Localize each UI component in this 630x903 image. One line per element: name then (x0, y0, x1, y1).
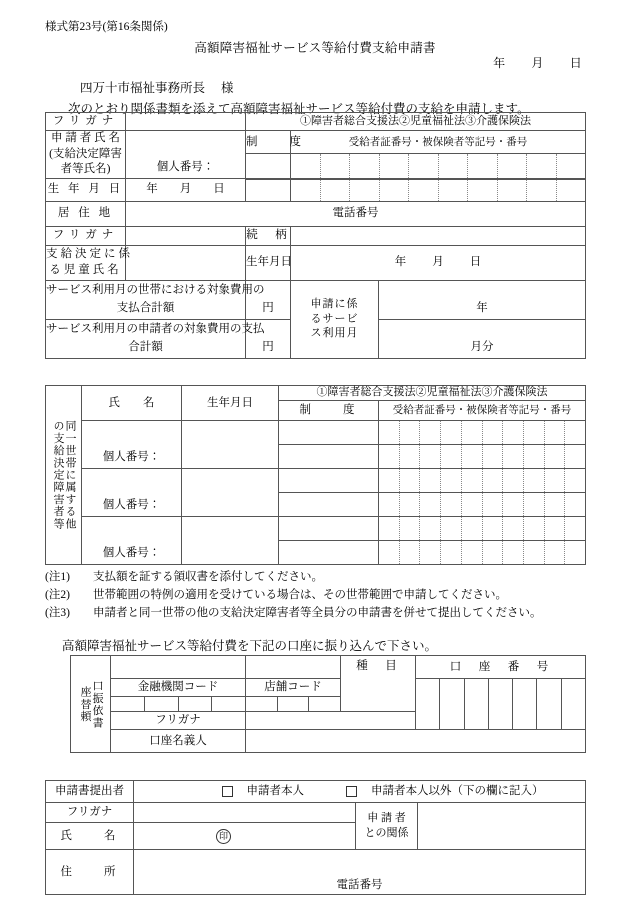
bank-transfer-lead: 高額障害福祉サービス等給付費を下記の口座に振り込んで下さい。 (62, 639, 438, 653)
member-2-cert-cell-2[interactable] (379, 492, 586, 516)
submitter-address-input[interactable] (134, 850, 586, 895)
service-month-label (291, 280, 379, 358)
applicant-table (45, 112, 586, 359)
table-row (46, 201, 586, 226)
bank-vertical-label-left: 座替頼 (79, 685, 91, 723)
relation-to-applicant-input[interactable] (418, 803, 586, 850)
bank-code-input[interactable] (111, 697, 246, 712)
child-birth-year-label: 年 (394, 256, 407, 269)
addressee-name: 四万十市福祉事務所長 (80, 81, 206, 95)
child-furigana-input[interactable] (126, 226, 246, 245)
member-3-birth-input[interactable] (182, 516, 279, 564)
birth-month-label: 月 (179, 183, 192, 196)
bank-name-input[interactable] (111, 656, 246, 679)
member-2-system-cell-1[interactable] (279, 468, 379, 492)
addressee (80, 78, 234, 96)
date-year-label: 年 (493, 56, 506, 70)
household-cost-label-l1: サービス利用月の世帯における対象費用の (46, 284, 265, 297)
residence-input[interactable] (126, 201, 586, 226)
applicant-my-number-label: 個人番号： (156, 161, 215, 174)
table-row (46, 245, 586, 280)
system-column-header: 制 度 (246, 131, 291, 154)
cert-number-segments (379, 469, 585, 492)
option-other-label: 申請者本人以外（下の欄に記入） (371, 785, 544, 798)
notes-list (45, 569, 542, 622)
service-month-suffix: 月分 (470, 341, 494, 354)
member-2-cert-cell-1[interactable] (379, 468, 586, 492)
submitter-address-label: 住 所 (46, 850, 134, 895)
branch-code-label: 店舗コード (246, 679, 341, 697)
service-month-input[interactable] (379, 319, 586, 358)
member-1-system-cell-2[interactable] (279, 444, 379, 468)
yen-unit: 円 (262, 341, 274, 354)
household-vertical-label (46, 386, 82, 565)
account-furigana-input[interactable] (246, 712, 586, 730)
lead-statement: 次のとおり関係書類を添えて高額障害福祉サービス等給付費の支給を申請します。 (68, 102, 530, 116)
member-1-name-input[interactable] (82, 420, 182, 468)
applicant-cost-label-l2: 合計額 (128, 340, 163, 353)
table-row (71, 679, 586, 697)
applicant-cost-label-l1: サービス利用月の申請者の対象費用の支払 (46, 323, 265, 336)
cert-number-cell-3[interactable] (291, 179, 586, 201)
bank-vertical-label (71, 656, 111, 753)
member-3-my-number-label: 個人番号： (102, 547, 161, 560)
phone-label: 電話番号 (332, 207, 379, 220)
submitter-furigana-input[interactable] (134, 803, 356, 823)
table-row (46, 516, 586, 540)
date-day-label: 日 (569, 56, 582, 70)
note-text: 世帯範囲の特例の適用を受けている場合は、その世帯範囲で申請してください。 (93, 588, 507, 601)
member-3-cert-cell-1[interactable] (379, 516, 586, 540)
member-3-system-cell-1[interactable] (279, 516, 379, 540)
option-self-label: 申請者本人 (246, 785, 304, 798)
account-type-label: 種 目 (356, 660, 400, 672)
member-1-cert-cell-2[interactable] (379, 444, 586, 468)
note-text: 支払額を証する領収書を添付してください。 (93, 571, 323, 583)
relation-to-applicant-label (356, 803, 418, 850)
table-row (46, 850, 586, 895)
applicant-name-label-l2: (支給決定障害 (49, 147, 122, 160)
note-label: (注2) (45, 588, 70, 601)
member-2-system-cell-2[interactable] (279, 492, 379, 516)
member-1-cert-cell-1[interactable] (379, 420, 586, 444)
note-label: (注1) (45, 571, 70, 583)
member-2-name-input[interactable] (82, 468, 182, 516)
household-members-table (45, 385, 586, 565)
table-row (46, 420, 586, 444)
member-system-column-header: 制 度 (279, 400, 379, 420)
cert-number-segments (379, 541, 585, 564)
member-cert-number-column-header: 受給者証番号・被保険者等記号・番号 (379, 400, 586, 420)
account-type-cell (341, 656, 416, 712)
cert-number-segments (379, 517, 585, 540)
applicant-cost-label (46, 319, 265, 358)
child-birth-label: 生年月日 (246, 245, 291, 280)
service-year-input[interactable] (379, 280, 586, 319)
applicant-name-input[interactable] (126, 131, 246, 179)
bank-vertical-label-right: 口振依書 (91, 679, 103, 729)
child-birth-day-label: 日 (469, 256, 482, 269)
page-title: 高額障害福祉サービス等給付費支給申請書 (194, 41, 436, 55)
submitter-options (134, 781, 586, 803)
table-row (71, 712, 586, 730)
submitter-name-label: 氏 名 (46, 823, 134, 850)
table-row (46, 131, 586, 154)
submitter-name-input[interactable] (134, 823, 356, 850)
child-name-label-l2: る児童氏名 (49, 263, 122, 276)
applicant-name-label-l1: 申 請 者 氏 名 (51, 132, 120, 144)
service-month-label-l3: ス利用月 (310, 327, 359, 340)
yen-unit: 円 (262, 302, 274, 315)
household-vertical-label-left: の支給決定障害者等 (52, 419, 64, 530)
cert-number-cell-1[interactable] (291, 154, 586, 178)
child-birth-input[interactable] (291, 245, 586, 280)
cert-number-segments (379, 493, 585, 516)
form-number: 様式第23号(第16条関係) (45, 21, 168, 33)
branch-name-input[interactable] (246, 656, 341, 679)
submitter-phone-label: 電話番号 (336, 878, 383, 891)
child-name-input[interactable] (126, 245, 246, 280)
note-item (45, 569, 542, 587)
applicant-furigana-input[interactable] (126, 113, 246, 131)
member-birth-column-header: 生年月日 (182, 386, 279, 421)
applicant-name-label (46, 131, 126, 179)
member-2-birth-input[interactable] (182, 468, 279, 516)
table-row (46, 468, 586, 492)
member-1-my-number-label: 個人番号： (102, 451, 161, 464)
submission-date-line (493, 54, 582, 71)
applicant-cost-input[interactable] (246, 319, 291, 358)
submitter-furigana-label: フリガナ (46, 803, 134, 823)
bank-transfer-table (70, 655, 586, 753)
account-holder-input[interactable] (246, 730, 586, 753)
note-item (45, 587, 542, 605)
checkbox-other[interactable] (346, 786, 357, 797)
law-type-header: ①障害者総合支援法②児童福祉法③介護保険法 (246, 113, 586, 131)
birth-day-label: 日 (213, 183, 225, 196)
member-law-type-header: ①障害者総合支援法②児童福祉法③介護保険法 (279, 386, 586, 401)
household-cost-input[interactable] (246, 280, 291, 319)
submitter-table (45, 780, 586, 895)
applicant-birth-input[interactable] (126, 178, 246, 201)
relation-label: 続 柄 (246, 226, 291, 245)
account-furigana-label: フリガナ (111, 712, 246, 730)
member-1-birth-input[interactable] (182, 420, 279, 468)
applicant-birth-label: 生 年 月 日 (46, 178, 126, 201)
note-item (45, 605, 542, 623)
seal-icon: 印 (216, 829, 231, 844)
service-year-label: 年 (476, 302, 488, 315)
table-row (46, 113, 586, 131)
table-row (46, 803, 586, 823)
account-number-column-header: 口 座 番 号 (416, 656, 586, 679)
cert-number-segments (379, 421, 585, 444)
system-cell-1[interactable] (246, 154, 291, 178)
note-label: (注3) (45, 606, 70, 619)
date-month-label: 月 (531, 56, 544, 70)
child-birth-month-label: 月 (432, 256, 444, 269)
member-3-system-cell-2[interactable] (279, 540, 379, 564)
child-name-label-l1: 支給決定に係 (46, 248, 133, 261)
bank-code-segments (111, 697, 245, 711)
checkbox-self[interactable] (222, 786, 233, 797)
table-row (71, 730, 586, 753)
system-cell-3[interactable] (246, 179, 291, 201)
member-3-name-input[interactable] (82, 516, 182, 564)
household-cost-label (46, 280, 265, 319)
member-2-my-number-label: 個人番号： (102, 499, 161, 512)
birth-year-label: 年 (146, 183, 158, 196)
note-text: 申請者と同一世帯の他の支給決定障害者等全員分の申請書を併せて提出してください。 (93, 606, 542, 619)
cert-number-segments (379, 445, 585, 468)
child-furigana-label: フリガナ (46, 226, 126, 245)
cert-number-column-header: 受給者証番号・被保険者等記号・番号 (291, 131, 586, 154)
child-name-label (46, 245, 133, 280)
bank-code-label: 金融機関コード (111, 679, 246, 697)
table-row (46, 226, 586, 245)
member-name-column-header: 氏 名 (82, 386, 182, 421)
household-vertical-label-right: 同一世帯に属する他 (64, 419, 76, 530)
household-cost-label-l2: 支払合計額 (116, 301, 175, 314)
addressee-honorific: 様 (221, 81, 234, 95)
relation-input[interactable] (291, 226, 586, 245)
branch-code-segments (246, 697, 340, 711)
member-3-cert-cell-2[interactable] (379, 540, 586, 564)
table-row (46, 781, 586, 803)
account-holder-label: 口座名義人 (111, 730, 246, 753)
member-1-system-cell-1[interactable] (279, 420, 379, 444)
table-row (46, 386, 586, 401)
relation-label-l2: との関係 (364, 827, 409, 839)
branch-code-input[interactable] (246, 697, 341, 712)
applicant-furigana-label: フリガナ (46, 113, 126, 131)
table-row (71, 656, 586, 679)
residence-label: 居 住 地 (46, 201, 126, 226)
cert-number-segments (291, 154, 585, 177)
cert-number-segments (291, 180, 585, 201)
service-month-label-l1: 申請に係 (310, 297, 359, 310)
submitter-label: 申請書提出者 (46, 781, 134, 803)
table-row (46, 280, 586, 319)
relation-label-l1: 申 請 者 (367, 812, 406, 825)
applicant-name-label-l3: 者等氏名) (60, 163, 111, 176)
service-month-label-l2: るサービ (310, 312, 359, 325)
